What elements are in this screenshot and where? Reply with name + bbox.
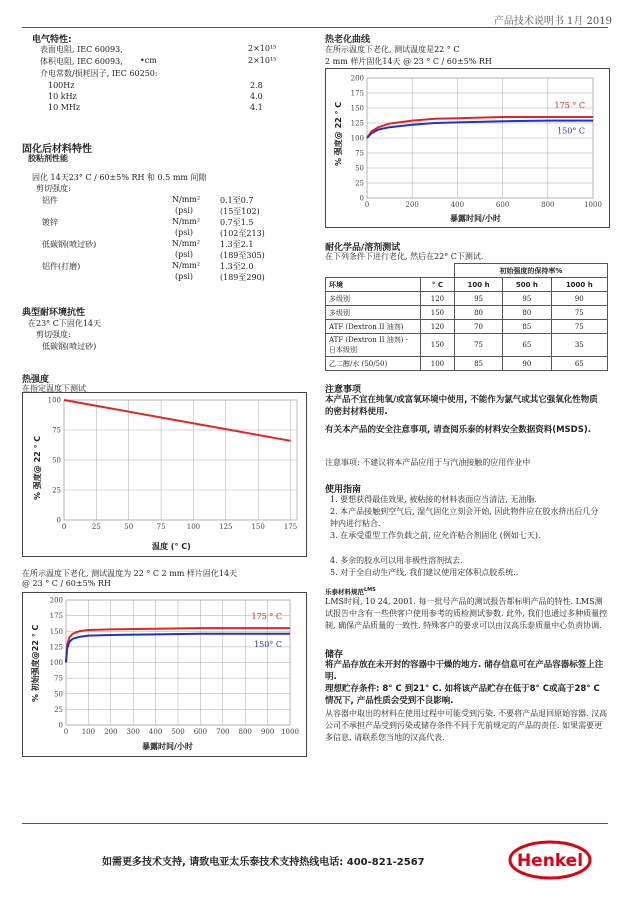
table-cell: 150 xyxy=(421,306,455,320)
table-row xyxy=(326,334,608,357)
x-axis-label: 暴露时间/小时 xyxy=(142,742,193,751)
shear-label: 剪切强度: xyxy=(36,184,71,193)
y-tick-label: 25 xyxy=(54,705,63,714)
y-tick-label: 50 xyxy=(52,456,61,465)
table-header-row xyxy=(326,278,608,292)
table-row xyxy=(326,357,608,371)
table-cell: ATF (Dextron II 油剂) - 日本级别 xyxy=(326,334,421,357)
electrical-label: 10 kHz xyxy=(48,92,77,101)
y-tick-label: 25 xyxy=(52,486,61,495)
aging-bottom-line: 在所示温度下老化, 测试温度为 22 ° C 2 mm 样片固化14天 xyxy=(22,569,238,578)
electrical-label: 体积电阻, IEC 60093, xyxy=(40,57,123,66)
storage-bold: 将产品存放在未开封的容器中干燥的地方. 储存信息可在产品容器标签上注明. xyxy=(325,660,604,682)
electrical-title: 电气特性: xyxy=(32,35,72,45)
y-tick-label: 100 xyxy=(49,659,63,667)
y-axis-label: % 强度@ 22 ° C xyxy=(33,435,42,500)
storage-conditions: 理想贮存条件: 8° C 到21° C. 如将该产品贮存在低于8° C或高于28° C情况下, 产品性质会受到不良影响. xyxy=(325,684,600,706)
aging-top-line: 在所示温度下老化, 测试温度是22 ° C xyxy=(325,45,460,54)
x-tick-label: 600 xyxy=(495,201,510,209)
table-cell: 90 xyxy=(503,357,551,371)
aging-bottom-chart xyxy=(22,592,307,757)
series-label: 175 ° C xyxy=(554,101,585,110)
table-cell: 80 xyxy=(503,306,551,320)
usage-item: 1. 要想获得最佳效果, 被粘接的材料表面应当清洁, 无油脂. xyxy=(330,495,537,504)
spec-title xyxy=(325,587,376,596)
notes-text: 注意事项: 不建议将本产品应用于与汽油接触的应用作业中 xyxy=(325,458,531,467)
env-line: 在23° C下固化14天 xyxy=(28,319,102,328)
table-cell: 多级别 xyxy=(326,292,421,306)
electrical-value: 2×10¹⁵ xyxy=(248,44,277,53)
x-tick-label: 200 xyxy=(405,201,419,209)
x-tick-label: 900 xyxy=(260,728,275,736)
y-tick-label: 0 xyxy=(58,721,63,730)
electrical-value: 4.1 xyxy=(250,103,263,112)
y-tick-label: 200 xyxy=(350,74,364,83)
usage-item: 5. 对于全自动生产线, 我们建议使用定体积点胶系统.. xyxy=(330,568,519,577)
y-tick-label: 100 xyxy=(47,396,61,405)
table-cell: 100 xyxy=(421,357,455,371)
electrical-label: 10 MHz xyxy=(48,103,81,112)
env-title: 典型耐环境抗性 xyxy=(22,308,86,318)
x-tick-label: 125 xyxy=(219,523,233,531)
series-label: 150° C xyxy=(254,639,282,649)
unit-label: N/mm² xyxy=(172,217,201,226)
y-tick-label: 75 xyxy=(54,674,63,683)
column-header: ° C xyxy=(421,278,455,292)
table-cell: 75 xyxy=(551,320,607,334)
x-tick-label: 300 xyxy=(126,728,140,736)
cured-title: 固化后材料特性 xyxy=(22,144,92,155)
table-cell: 多级别 xyxy=(326,306,421,320)
electrical-label: 100Hz xyxy=(48,81,75,90)
x-tick-label: 75 xyxy=(156,523,166,531)
x-tick-label: 400 xyxy=(450,201,465,209)
heat-strength-title: 热强度 xyxy=(22,375,50,385)
heat-strength-subtitle: 在指定温度下测试 xyxy=(22,384,86,393)
aging-top-line: 2 mm 样片固化14天 @ 23 ° C / 60±5% RH xyxy=(325,57,492,66)
table-cell: 85 xyxy=(454,357,502,371)
spec-text: LMS时间, 10 24, 2001. 每一批号产品的测试报告都标明产品的特性. LMS测试报告中含有一些供客户使用参考的质检测试参数. 此外, 我们也通过多种质量控制, 确保产品质量的一致性. 特殊客户的要求可以由汉高乐泰质量中心负责协调. xyxy=(325,597,608,630)
x-tick-label: 0 xyxy=(364,201,370,209)
unit-label: (psi) xyxy=(175,272,194,281)
x-tick-label: 0 xyxy=(61,523,67,531)
shear-value: 0.1至0.7 xyxy=(220,196,254,205)
x-tick-label: 700 xyxy=(216,728,230,736)
notes-msds: 有关本产品的安全注意事项, 请查阅乐泰的材料安全数据资料(MSDS). xyxy=(325,425,591,435)
y-tick-label: 50 xyxy=(54,690,63,699)
table-cell: 85 xyxy=(503,320,551,334)
table-cell: 75 xyxy=(551,306,607,320)
x-tick-label: 200 xyxy=(104,728,118,736)
electrical-row xyxy=(40,44,123,55)
spec-title-text: 乐泰材料规范 xyxy=(325,588,364,597)
y-tick-label: 200 xyxy=(49,596,63,605)
chart-plot xyxy=(22,592,307,757)
y-tick-label: 150 xyxy=(49,627,63,636)
table-group-header: 初始强度的保持率% xyxy=(454,264,607,278)
table-cell: 150 xyxy=(421,334,455,357)
series-label: 150° C xyxy=(557,126,585,136)
x-tick-label: 800 xyxy=(541,201,555,209)
y-tick-label: 75 xyxy=(52,426,61,435)
x-tick-label: 0 xyxy=(63,728,69,736)
storage-text: 从容器中取出的材料在使用过程中可能受到污染. 不要将产品退回原始容器. 汉高公司不承担产品受到污染或储存条件不同于先前规定的产品的责任. 如果需要更多信息, 请联系您当地的汉高代表. xyxy=(325,709,608,742)
shear-value: 0.7至1.5 xyxy=(220,218,254,227)
notes-warning: 本产品不宜在纯氧/或富氧环境中使用, 不能作为氯气或其它强氧化性物质的密封材料使用. xyxy=(325,395,598,417)
table-cell: 95 xyxy=(503,292,551,306)
y-axis-label: % 强度@ 22 ° C xyxy=(334,101,343,166)
y-axis-label: % 初始强度@22 ° C xyxy=(31,624,40,702)
y-tick-label: 50 xyxy=(355,164,364,173)
y-tick-label: 175 xyxy=(350,89,364,98)
chem-title: 耐化学品/溶剂测试 xyxy=(325,243,401,253)
electrical-value: 2.8 xyxy=(250,81,263,90)
table-cell: ATF (Dextron II 油剂) xyxy=(326,320,421,334)
x-tick-label: 50 xyxy=(124,523,134,531)
usage-item: 3. 在承受重型工作负载之前, 应允许粘合剂固化 (例如七天). xyxy=(330,531,541,540)
electrical-value: 2×10¹⁵ xyxy=(248,56,277,65)
chem-table xyxy=(325,263,608,371)
x-tick-label: 600 xyxy=(193,728,208,736)
x-tick-label: 500 xyxy=(171,728,185,736)
table-row xyxy=(326,306,608,320)
chem-subtitle: 在下列条件下进行老化, 然后在22° C下测试. xyxy=(325,252,484,261)
header-divider xyxy=(22,27,608,28)
shear-value: (189至290) xyxy=(220,273,265,282)
unit-label: N/mm² xyxy=(172,195,201,204)
x-axis-label: 温度 (° C) xyxy=(152,542,191,551)
aging-top-chart xyxy=(325,68,610,228)
chart-plot xyxy=(325,68,610,228)
aging-top-title: 热老化曲线 xyxy=(325,35,371,45)
spec-sup: LMS xyxy=(364,587,376,593)
table-cell: 乙二醇/水 (50/50) xyxy=(326,357,421,371)
column-header: 环境 xyxy=(326,278,421,292)
y-tick-label: 150 xyxy=(350,104,364,113)
x-tick-label: 100 xyxy=(186,523,201,531)
table-cell: 120 xyxy=(421,292,455,306)
footer-support-text: 如需更多技术支持, 请致电亚太乐泰技术支持热线电话: 400-821-2567 xyxy=(102,857,425,868)
substrate-label: 铝件(打磨) xyxy=(42,262,81,271)
x-tick-label: 400 xyxy=(148,728,163,736)
shear-value: (102至213) xyxy=(220,229,265,238)
substrate-label: 低碳钢(喷过砂) xyxy=(42,240,97,249)
table-cell: 90 xyxy=(551,292,607,306)
electrical-value: 4.0 xyxy=(250,92,263,101)
y-tick-label: 100 xyxy=(350,134,364,143)
series-label: 175 ° C xyxy=(251,612,282,622)
shear-value: 1.3至2.0 xyxy=(220,262,254,271)
shear-value: (15至102) xyxy=(220,207,260,216)
y-tick-label: 0 xyxy=(359,194,364,203)
cured-subtitle: 胶粘剂性能 xyxy=(28,154,68,163)
y-tick-label: 25 xyxy=(355,179,364,188)
table-blank xyxy=(326,264,455,278)
table-cell: 65 xyxy=(503,334,551,357)
shear-value: 1.3至2.1 xyxy=(220,240,254,249)
unit-label: N/mm² xyxy=(172,261,201,270)
x-tick-label: 100 xyxy=(81,728,96,736)
logo-text: Henkel xyxy=(516,851,584,871)
storage-title: 储存 xyxy=(325,650,344,660)
column-header: 1000 h xyxy=(551,278,607,292)
x-tick-label: 1000 xyxy=(281,728,299,736)
heat-strength-chart xyxy=(22,392,307,557)
unit-label: (psi) xyxy=(175,206,194,215)
y-tick-label: 0 xyxy=(56,516,61,525)
x-axis-label: 暴露时间/小时 xyxy=(450,214,501,223)
cure-condition: 固化 14天23° C / 60±5% RH 和 0.5 mm 间隙 xyxy=(32,173,207,182)
unit-label: N/mm² xyxy=(172,239,201,248)
table-cell: 35 xyxy=(551,334,607,357)
usage-title: 使用指南 xyxy=(325,485,362,495)
y-tick-label: 125 xyxy=(49,643,63,652)
table-cell: 75 xyxy=(454,334,502,357)
column-header: 100 h xyxy=(454,278,502,292)
document-header: 产品技术说明书 1月 2019 xyxy=(493,16,612,27)
x-tick-label: 800 xyxy=(238,728,252,736)
henkel-logo xyxy=(508,840,592,880)
table-cell: 120 xyxy=(421,320,455,334)
y-tick-label: 175 xyxy=(49,612,63,621)
y-tick-label: 75 xyxy=(355,149,364,158)
x-tick-label: 25 xyxy=(91,523,101,531)
table-cell: 80 xyxy=(454,306,502,320)
footer-divider xyxy=(22,823,608,824)
shear-value: (189至305) xyxy=(220,251,265,260)
substrate-label: 镀锌 xyxy=(42,218,58,227)
x-tick-label: 1000 xyxy=(584,201,602,209)
chart-plot xyxy=(22,392,307,557)
usage-item: 2. 本产品接触到空气后, 湿气固化立刻会开始, 因此物件应在胶水挤出后几分钟内进行粘合. xyxy=(330,507,599,528)
usage-item: 4. 多余的胶水可以用非极性溶剂拭去. xyxy=(330,556,463,565)
electrical-label: 介电常数/损耗因子, IEC 60250: xyxy=(40,69,158,78)
unit-label: (psi) xyxy=(175,228,194,237)
table-cell: 95 xyxy=(454,292,502,306)
x-tick-label: 150 xyxy=(251,523,265,531)
substrate-label: 铝件 xyxy=(42,196,58,205)
table-cell: 70 xyxy=(454,320,502,334)
notes-title: 注意事项 xyxy=(325,385,362,395)
unit-label: (psi) xyxy=(175,250,194,259)
electrical-unit: •cm xyxy=(140,56,157,65)
table-cell: 65 xyxy=(551,357,607,371)
table-row xyxy=(326,292,608,306)
env-line: 低碳钢(喷过砂) xyxy=(42,342,97,351)
column-header: 500 h xyxy=(503,278,551,292)
env-line: 剪切强度: xyxy=(36,330,71,339)
table-row xyxy=(326,320,608,334)
y-tick-label: 125 xyxy=(350,119,364,128)
electrical-label: 表面电阻, IEC 60093, xyxy=(40,45,123,54)
x-tick-label: 175 xyxy=(283,523,298,531)
aging-bottom-line: @ 23 ° C / 60±5% RH xyxy=(22,579,111,588)
